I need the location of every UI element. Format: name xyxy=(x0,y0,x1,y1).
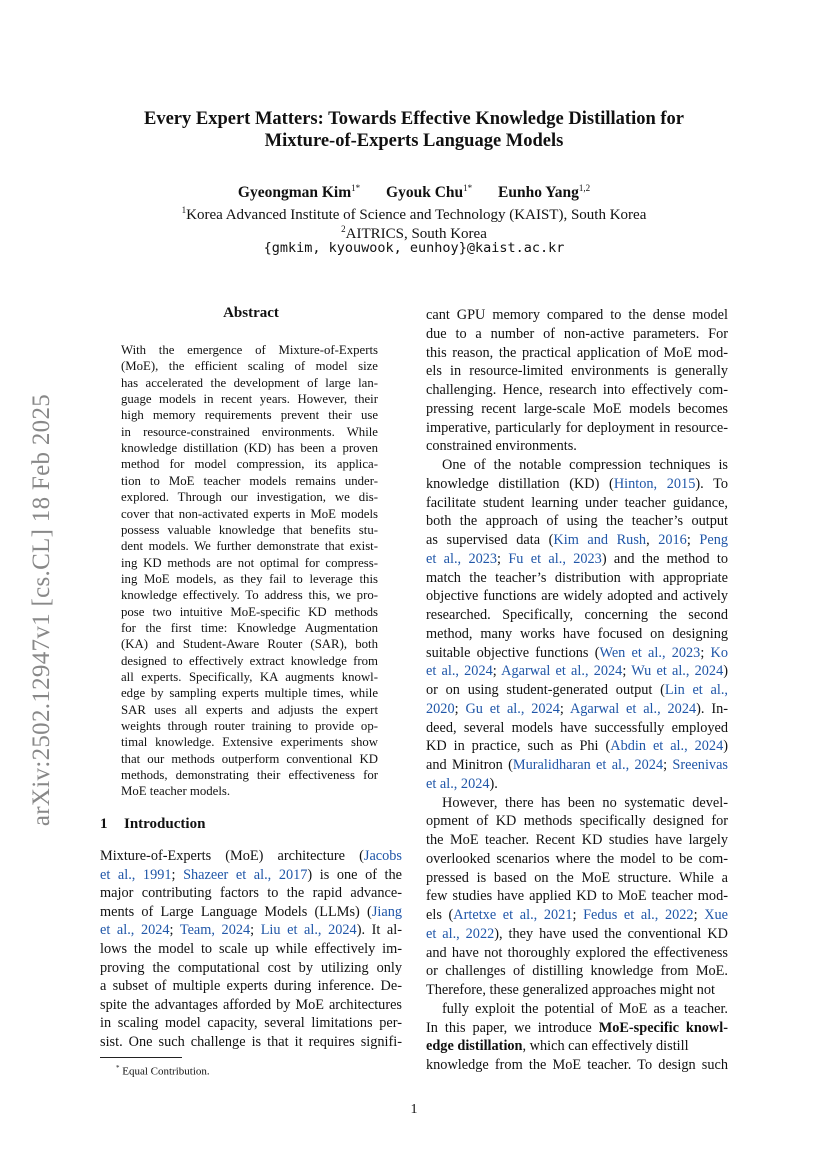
footnote-rule xyxy=(100,1057,182,1058)
citation-link[interactable]: Jiang xyxy=(371,903,402,920)
text-run: ; xyxy=(559,700,570,717)
paragraph-line xyxy=(426,1000,728,1018)
citation-link[interactable]: Wu et al., 2024 xyxy=(631,663,724,680)
paragraph-line xyxy=(426,887,728,905)
abstract-line: method for model compression, its applica- xyxy=(121,457,378,472)
abstract-line: all experts. Specifically, KA augments knowl- xyxy=(121,670,378,684)
paragraph-line xyxy=(426,494,728,512)
paragraph-line xyxy=(426,400,728,418)
paragraph-line xyxy=(426,812,728,830)
paragraph-line xyxy=(426,306,728,324)
paragraph-line xyxy=(426,962,728,980)
abstract-line: for the first time: Knowledge Augmentation xyxy=(121,620,378,635)
abstract-line: pose two intuitive MoE-specific KD methods xyxy=(121,604,378,619)
page-number: 1 xyxy=(410,1102,418,1117)
text-run: ), they have used the conventional KD xyxy=(494,925,728,942)
text-run: or challenges of distilling knowledge from MoE. xyxy=(426,963,728,980)
text-run: Therefore, these generalized approaches might not xyxy=(426,982,715,998)
paragraph-line xyxy=(100,866,402,884)
paragraph-line xyxy=(426,925,728,943)
text-run: , xyxy=(646,532,659,548)
abstract-line: (KA) and Student-Aware Router (SAR), both xyxy=(121,637,378,652)
text-run: challenging. Hence, research into effectively com- xyxy=(426,382,728,398)
paragraph-line xyxy=(426,700,728,718)
author-mark: 1,2 xyxy=(578,183,591,193)
text-run: ; xyxy=(454,700,466,717)
paragraph-line xyxy=(426,381,728,399)
text-run: this reason, the practical application of MoE mod- xyxy=(426,344,728,361)
paragraph-line xyxy=(426,456,728,474)
text-run: ments of Large Language Models (LLMs) ( xyxy=(100,903,372,920)
bold-term: edge distillation xyxy=(426,1038,523,1055)
citation-link[interactable]: Wen et al., 2023 xyxy=(599,644,701,661)
text-run: ; xyxy=(171,866,184,883)
text-run: ; xyxy=(686,532,700,548)
citation-link[interactable]: Peng xyxy=(699,532,729,548)
citation-link[interactable]: et al., 2022 xyxy=(426,925,495,942)
paragraph-line xyxy=(100,884,402,902)
citation-link[interactable]: Shazeer et al., 2017 xyxy=(183,866,308,883)
abstract-line: that our methods outperform conventional KD xyxy=(121,751,378,766)
text-run: , which can effectively distill xyxy=(522,1038,689,1055)
text-run: match the teacher’s distribution with appropriate xyxy=(426,569,728,586)
abstract-heading: Abstract xyxy=(223,305,279,321)
paragraph-line xyxy=(426,325,728,343)
citation-link[interactable]: Fu et al., 2023 xyxy=(508,550,602,567)
citation-link[interactable]: et al., 2024 xyxy=(100,922,170,939)
text-run: ; xyxy=(572,907,584,923)
paragraph-line xyxy=(100,996,402,1014)
text-run: ; xyxy=(169,922,180,939)
citation-link[interactable]: Muralidharan et al., 2024 xyxy=(512,757,664,773)
citation-link[interactable]: Fedus et al., 2022 xyxy=(583,907,694,923)
text-run: ; xyxy=(693,907,705,923)
abstract-line: has accelerated the development of large lan- xyxy=(121,375,378,390)
abstract-line: ing MoE models, as they fail to leverage this xyxy=(121,571,378,586)
paragraph-line xyxy=(100,940,402,958)
abstract-line: MoE teacher models. xyxy=(121,784,231,799)
paragraph-line xyxy=(426,1056,728,1074)
text-run: overlooked scenarios where the model to be com- xyxy=(426,850,728,867)
paragraph-line xyxy=(426,850,728,868)
citation-link[interactable]: Gu et al., 2024 xyxy=(465,700,560,717)
text-run: ; xyxy=(622,663,632,680)
author-name: Gyeongman Kim xyxy=(237,184,352,202)
text-run: ) is one of the xyxy=(307,866,403,883)
section-title: Introduction xyxy=(124,816,206,832)
text-run: ). It al- xyxy=(356,922,402,939)
citation-link[interactable]: et al., 1991 xyxy=(100,866,172,883)
text-run: ). To xyxy=(695,475,728,492)
text-run: a subset of multiple experts during inference. De- xyxy=(100,978,402,995)
paragraph-line xyxy=(426,662,728,680)
citation-link[interactable]: Kim and Rush xyxy=(553,532,647,548)
citation-link[interactable]: 2016 xyxy=(658,532,687,548)
text-run: spite the advantages afforded by MoE architectures xyxy=(100,996,402,1013)
paragraph-line xyxy=(426,775,728,793)
text-run: knowledge distillation (KD) ( xyxy=(426,475,614,492)
paragraph-line xyxy=(426,606,728,624)
text-run: deed, several models have successfully employed xyxy=(426,719,728,736)
text-run: ; xyxy=(497,550,509,567)
affiliation-text: Korea Advanced Institute of Science and Technology (KAIST), South Korea xyxy=(186,207,647,223)
abstract-line: (MoE), the efficient scaling of model size xyxy=(121,359,378,374)
abstract-line: designed to effectively extract knowledge from xyxy=(121,653,378,668)
abstract-line: With the emergence of Mixture-of-Experts xyxy=(121,343,378,357)
text-run: ; xyxy=(700,644,711,661)
author-mark: 1* xyxy=(351,183,361,193)
footnote-text: Equal Contribution. xyxy=(122,1065,210,1078)
citation-link[interactable]: et al., 2024 xyxy=(426,663,493,680)
title-line: Every Expert Matters: Towards Effective Knowledge Distillation for xyxy=(143,109,684,129)
paragraph-line xyxy=(426,587,728,605)
abstract-line: dent models. We further demonstrate that exist- xyxy=(121,539,378,554)
paragraph-line xyxy=(426,719,728,737)
section-number: 1 xyxy=(100,816,108,832)
citation-link[interactable]: Xue xyxy=(704,907,729,923)
bold-term: MoE-specific knowl- xyxy=(598,1019,728,1036)
paragraph-line xyxy=(426,569,728,587)
text-run: knowledge from the MoE teacher. To design such xyxy=(426,1057,728,1073)
citation-link[interactable]: Lin et al., xyxy=(664,682,728,698)
citation-link[interactable]: Abdin et al., 2024 xyxy=(610,738,724,755)
footnote-mark: * xyxy=(116,1064,120,1072)
paragraph-line xyxy=(426,944,728,962)
abstract-line: high memory requirements prevent their use xyxy=(121,408,378,423)
text-run: ) xyxy=(723,663,728,680)
citation-link[interactable]: et al., 2024 xyxy=(426,775,490,792)
author-email: {gmkim, kyouwook, eunhoy}@kaist.ac.kr xyxy=(263,240,565,256)
text-run: ; xyxy=(492,663,502,680)
text-run: due to a number of non-active parameters. For xyxy=(426,325,728,342)
paragraph-line xyxy=(426,869,728,887)
citation-link[interactable]: Ko xyxy=(710,644,728,661)
text-run: in scaling model capacity, several limitations per- xyxy=(100,1015,402,1032)
abstract-line: ing KD methods are not optimal for compress- xyxy=(121,555,378,570)
text-run: However, there has been no systematic devel- xyxy=(442,794,728,811)
abstract-line: weights through router training to provide op- xyxy=(121,719,378,734)
paragraph-line xyxy=(426,1019,728,1037)
paragraph-line xyxy=(100,903,402,921)
text-run: In this paper, we introduce xyxy=(426,1019,599,1036)
text-run: ). xyxy=(489,775,498,792)
citation-link[interactable]: et al., 2023 xyxy=(426,550,498,567)
paragraph-line xyxy=(426,981,728,999)
text-run: lows the model to scale up while effectively im- xyxy=(100,941,402,957)
paragraph-line xyxy=(426,906,728,924)
citation-link[interactable]: Liu et al., 2024 xyxy=(260,922,357,939)
text-run: pressed is based on the MoE structure. While a xyxy=(426,869,728,886)
paragraph-line xyxy=(100,847,402,865)
paragraph-line xyxy=(426,344,728,362)
paragraph-line xyxy=(426,362,728,380)
text-run: researched. Specifically, concerning the second xyxy=(426,607,728,623)
paragraph-line xyxy=(426,437,728,455)
abstract-line: edge by sampling experts multiple times, while xyxy=(121,686,378,701)
abstract-line: tion to MoE teacher models remains under- xyxy=(121,473,378,488)
paper-title xyxy=(60,108,768,152)
citation-link[interactable]: Sreenivas xyxy=(672,757,728,773)
text-run: Mixture-of-Experts (MoE) architecture ( xyxy=(100,848,364,864)
affiliation-mark: 2 xyxy=(341,224,346,234)
paragraph-line xyxy=(426,550,728,568)
abstract-line: possess valuable knowledge that benefits stu- xyxy=(121,522,378,537)
citation-link[interactable]: 2020 xyxy=(426,700,455,717)
text-run: ; xyxy=(663,757,673,773)
paragraph-line xyxy=(426,737,728,755)
paragraph-line xyxy=(100,959,402,977)
paragraph-line xyxy=(100,1033,402,1051)
text-run: proving the computational cost by utilizing only xyxy=(100,959,402,976)
citation-link[interactable]: Jacobs xyxy=(363,848,402,864)
section-heading xyxy=(100,816,205,833)
author-mark: 1* xyxy=(463,183,473,193)
text-run: or on using student-generated output ( xyxy=(426,682,665,698)
abstract-line: cover that non-activated experts in MoE models xyxy=(121,506,378,521)
text-run: ) and the method to xyxy=(601,550,729,567)
citation-link[interactable]: Hinton, 2015 xyxy=(613,475,696,492)
affiliation-mark: 1 xyxy=(181,205,187,215)
text-run: facilitate student learning under teacher guidance, xyxy=(426,494,728,511)
abstract-line: timal knowledge. Extensive experiments show xyxy=(121,735,378,750)
citation-link[interactable]: Artetxe et al., 2021 xyxy=(453,907,573,923)
paragraph-line xyxy=(426,756,728,774)
abstract-line: knowledge distillation (KD) has been a proven xyxy=(121,441,378,456)
text-run: and have not thoroughly explored the effectiveness xyxy=(426,944,728,961)
text-run: as supervised data ( xyxy=(426,532,554,548)
text-run: constrained environments. xyxy=(426,438,577,455)
text-run: method, many works have focused on designing xyxy=(426,625,728,642)
footnote xyxy=(116,1064,210,1078)
text-run: ). In- xyxy=(696,700,728,717)
text-run: both the approach of using the teacher’s output xyxy=(426,513,728,530)
arxiv-side-identifier: arXiv:2502.12947v1 [cs.CL] 18 Feb 2025 xyxy=(28,393,55,827)
paragraph-line xyxy=(426,644,728,662)
paragraph-line xyxy=(426,1037,728,1055)
text-run: objective functions are widely adopted and actively xyxy=(426,588,728,605)
text-run: few studies have applied KD to MoE teacher mod- xyxy=(426,888,728,905)
paragraph-line xyxy=(100,1014,402,1032)
text-run: One of the notable compression techniques is xyxy=(442,457,728,473)
abstract-line: in resource-constrained environments. While xyxy=(121,424,378,439)
text-run: els in resource-limited environments is generally xyxy=(426,363,728,380)
text-run: ; xyxy=(250,922,261,939)
paragraph-line xyxy=(100,977,402,995)
text-run: KD in practice, such as Phi ( xyxy=(426,738,611,755)
paragraph-line xyxy=(426,681,728,699)
affiliation-text: AITRICS, South Korea xyxy=(345,226,487,242)
abstract-line: methods, demonstrating their effectiveness for xyxy=(121,768,378,783)
text-run: suitable objective functions ( xyxy=(426,644,600,661)
text-run: fully exploit the potential of MoE as a teacher. xyxy=(442,1000,728,1017)
paragraph-line xyxy=(426,419,728,437)
citation-link[interactable]: Agarwal et al., 2024 xyxy=(501,663,623,680)
text-run: and Minitron ( xyxy=(426,757,513,773)
paragraph-line xyxy=(426,512,728,530)
author-name: Gyouk Chu xyxy=(386,184,464,202)
abstract-line: guage models in recent years. However, their xyxy=(121,392,378,407)
text-run: the MoE teacher. Recent KD studies have largely xyxy=(426,832,728,848)
text-run: els ( xyxy=(426,907,454,923)
abstract-line: knowledge effectively. To address this, we pro- xyxy=(121,588,378,603)
paragraph-line xyxy=(426,831,728,849)
text-run: ) xyxy=(723,738,728,755)
text-run: sist. One such challenge is that it requires signifi- xyxy=(100,1034,402,1050)
title-line: Mixture-of-Experts Language Models xyxy=(264,131,564,151)
abstract-line: SAR uses all experts and adjusts the expert xyxy=(121,702,378,717)
text-run: pressing recent large-scale MoE models becomes xyxy=(426,400,728,417)
text-run: opment of KD methods specifically designed for xyxy=(426,813,728,830)
paragraph-line xyxy=(426,531,728,549)
text-run: major contributing factors to the rapid advance- xyxy=(100,885,402,902)
text-run: cant GPU memory compared to the dense model xyxy=(426,307,728,323)
citation-link[interactable]: Agarwal et al., 2024 xyxy=(569,700,697,717)
paragraph-line xyxy=(426,625,728,643)
abstract-line: explored. Through our investigation, we dis- xyxy=(121,490,378,505)
paragraph-line xyxy=(426,794,728,812)
paragraph-line xyxy=(426,475,728,493)
author-name: Eunho Yang xyxy=(498,184,579,202)
citation-link[interactable]: Team, 2024 xyxy=(179,922,251,939)
text-run: imperative, particularly for deployment in resource- xyxy=(426,419,728,436)
paragraph-line xyxy=(100,921,402,939)
